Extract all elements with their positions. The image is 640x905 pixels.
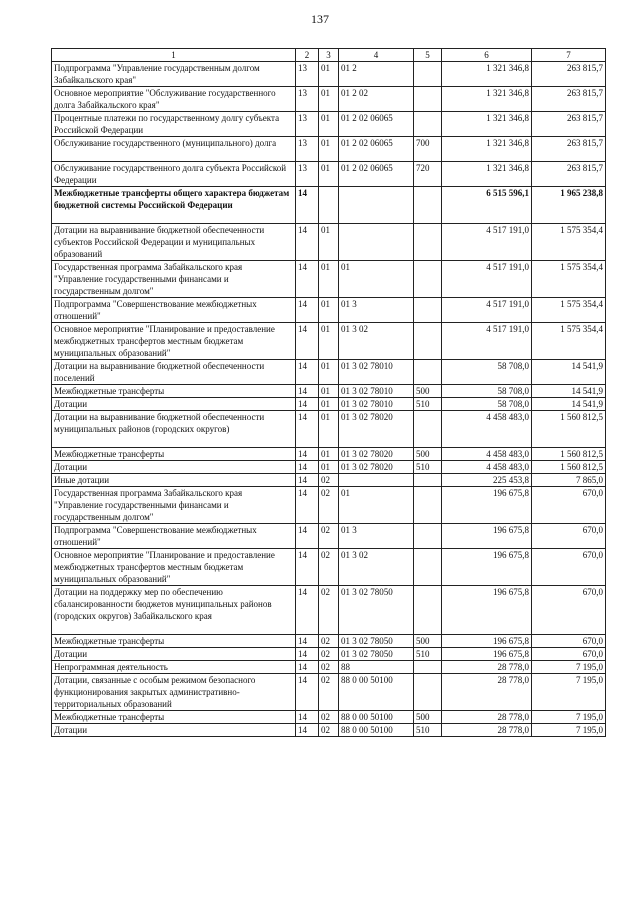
row-section-cell: 14 [296,411,319,448]
row-amount-cell: 4 517 191,0 [442,323,532,360]
row-expense-type-cell: 500 [414,635,442,648]
row-amount-cell: 1 575 354,4 [532,261,606,298]
row-subsection-cell: 02 [319,487,339,524]
row-section-cell: 13 [296,162,319,187]
row-expense-type-cell [414,674,442,711]
row-section-cell: 14 [296,648,319,661]
row-amount-cell: 14 541,9 [532,385,606,398]
row-name-cell: Процентные платежи по государственному долгу субъекта Российской Федерации [52,112,296,137]
row-name-cell: Дотации [52,648,296,661]
row-expense-type-cell [414,586,442,635]
row-name-cell: Государственная программа Забайкальского края "Управление государственными финансами и государственным долгом" [52,487,296,524]
row-amount-cell: 1 965 238,8 [532,187,606,224]
row-section-cell: 13 [296,87,319,112]
row-subsection-cell [319,187,339,224]
row-amount-cell: 4 517 191,0 [442,261,532,298]
table-body [52,62,606,737]
row-target-code-cell: 88 0 00 50100 [339,724,414,737]
table-row [52,298,606,323]
row-section-cell: 14 [296,385,319,398]
row-target-code-cell: 01 3 02 78050 [339,648,414,661]
row-section-cell: 14 [296,398,319,411]
row-amount-cell: 1 321 346,8 [442,112,532,137]
row-name-cell: Дотации [52,398,296,411]
row-target-code-cell: 01 2 02 06065 [339,137,414,162]
row-amount-cell: 14 541,9 [532,360,606,385]
row-amount-cell: 196 675,8 [442,586,532,635]
row-name-cell: Иные дотации [52,474,296,487]
row-amount-cell: 28 778,0 [442,661,532,674]
row-name-cell: Подпрограмма "Совершенствование межбюджетных отношений" [52,524,296,549]
row-expense-type-cell [414,549,442,586]
row-amount-cell: 196 675,8 [442,487,532,524]
table-row [52,323,606,360]
table-row [52,586,606,635]
row-amount-cell: 670,0 [532,586,606,635]
row-amount-cell: 6 515 596,1 [442,187,532,224]
table-row [52,711,606,724]
row-section-cell: 14 [296,724,319,737]
table-row [52,549,606,586]
table-row [52,648,606,661]
column-header: 2 [296,49,319,62]
row-section-cell: 14 [296,586,319,635]
row-amount-cell: 14 541,9 [532,398,606,411]
row-amount-cell: 1 575 354,4 [532,298,606,323]
row-subsection-cell: 02 [319,674,339,711]
row-subsection-cell: 01 [319,448,339,461]
table-row [52,137,606,162]
table-row [52,360,606,385]
row-target-code-cell: 01 3 [339,524,414,549]
row-section-cell: 14 [296,674,319,711]
row-section-cell: 14 [296,635,319,648]
table-row [52,224,606,261]
row-amount-cell: 670,0 [532,648,606,661]
row-subsection-cell: 01 [319,261,339,298]
page-number: 137 [311,12,329,26]
row-name-cell: Межбюджетные трансферты [52,711,296,724]
row-amount-cell: 4 458 483,0 [442,461,532,474]
row-name-cell: Обслуживание государственного долга субъекта Российской Федерации [52,162,296,187]
row-expense-type-cell [414,261,442,298]
row-name-cell: Подпрограмма "Управление государственным долгом Забайкальского края" [52,62,296,87]
row-amount-cell: 7 195,0 [532,711,606,724]
row-amount-cell: 1 321 346,8 [442,87,532,112]
row-amount-cell: 28 778,0 [442,724,532,737]
column-header: 1 [52,49,296,62]
row-name-cell: Государственная программа Забайкальского края "Управление государственными финансами и государственным долгом" [52,261,296,298]
row-amount-cell: 1 575 354,4 [532,323,606,360]
row-target-code-cell: 88 0 00 50100 [339,674,414,711]
row-amount-cell: 7 195,0 [532,661,606,674]
row-target-code-cell: 88 0 00 50100 [339,711,414,724]
row-subsection-cell: 02 [319,474,339,487]
row-expense-type-cell: 500 [414,448,442,461]
column-header: 3 [319,49,339,62]
row-section-cell: 14 [296,360,319,385]
row-target-code-cell: 01 [339,487,414,524]
table-row [52,385,606,398]
row-target-code-cell [339,187,414,224]
row-name-cell: Межбюджетные трансферты [52,635,296,648]
table-row [52,487,606,524]
row-amount-cell: 670,0 [532,635,606,648]
table-row [52,461,606,474]
row-expense-type-cell [414,487,442,524]
table-row [52,474,606,487]
row-section-cell: 13 [296,112,319,137]
row-name-cell: Дотации на выравнивание бюджетной обеспеченности муниципальных районов (городских округов) [52,411,296,448]
row-expense-type-cell: 500 [414,385,442,398]
table-row [52,661,606,674]
row-amount-cell: 4 517 191,0 [442,224,532,261]
row-section-cell: 14 [296,524,319,549]
row-amount-cell: 58 708,0 [442,360,532,385]
row-expense-type-cell [414,62,442,87]
row-amount-cell: 196 675,8 [442,549,532,586]
row-amount-cell: 7 195,0 [532,674,606,711]
row-target-code-cell: 01 2 02 06065 [339,162,414,187]
row-amount-cell: 1 321 346,8 [442,137,532,162]
row-amount-cell: 263 815,7 [532,62,606,87]
row-amount-cell: 670,0 [532,487,606,524]
row-expense-type-cell: 510 [414,724,442,737]
row-name-cell: Межбюджетные трансферты [52,385,296,398]
row-expense-type-cell: 700 [414,137,442,162]
row-target-code-cell: 01 3 02 78010 [339,360,414,385]
row-subsection-cell: 01 [319,411,339,448]
row-expense-type-cell: 720 [414,162,442,187]
table-row [52,112,606,137]
row-name-cell: Непрограммная деятельность [52,661,296,674]
table-row [52,724,606,737]
row-target-code-cell: 01 3 02 78020 [339,448,414,461]
row-amount-cell: 1 560 812,5 [532,461,606,474]
row-expense-type-cell [414,87,442,112]
budget-table [51,48,606,737]
row-subsection-cell: 01 [319,323,339,360]
row-expense-type-cell [414,112,442,137]
row-section-cell: 14 [296,487,319,524]
column-header: 7 [532,49,606,62]
row-target-code-cell: 01 [339,261,414,298]
row-amount-cell: 1 575 354,4 [532,224,606,261]
row-section-cell: 13 [296,137,319,162]
row-subsection-cell: 02 [319,724,339,737]
row-expense-type-cell [414,524,442,549]
table-row [52,398,606,411]
row-target-code-cell [339,474,414,487]
row-target-code-cell: 88 [339,661,414,674]
row-amount-cell: 263 815,7 [532,137,606,162]
row-amount-cell: 4 517 191,0 [442,298,532,323]
row-subsection-cell: 01 [319,298,339,323]
row-subsection-cell: 02 [319,586,339,635]
row-amount-cell: 1 321 346,8 [442,62,532,87]
row-subsection-cell: 01 [319,461,339,474]
row-expense-type-cell [414,224,442,261]
table-row [52,162,606,187]
row-expense-type-cell [414,187,442,224]
row-amount-cell: 1 560 812,5 [532,411,606,448]
row-name-cell: Дотации на выравнивание бюджетной обеспеченности поселений [52,360,296,385]
row-target-code-cell: 01 3 02 78020 [339,411,414,448]
row-name-cell: Подпрограмма "Совершенствование межбюджетных отношений" [52,298,296,323]
row-section-cell: 13 [296,62,319,87]
row-amount-cell: 7 195,0 [532,724,606,737]
row-section-cell: 14 [296,224,319,261]
row-amount-cell: 58 708,0 [442,398,532,411]
row-section-cell: 14 [296,461,319,474]
row-name-cell: Межбюджетные трансферты [52,448,296,461]
table-row [52,411,606,448]
row-amount-cell: 225 453,8 [442,474,532,487]
row-section-cell: 14 [296,323,319,360]
row-target-code-cell: 01 3 02 78050 [339,635,414,648]
row-name-cell: Основное мероприятие "Планирование и предоставление межбюджетных трансфертов местным бюджетам муниципальных образований" [52,323,296,360]
row-section-cell: 14 [296,448,319,461]
row-subsection-cell: 01 [319,360,339,385]
row-subsection-cell: 02 [319,661,339,674]
row-section-cell: 14 [296,711,319,724]
row-amount-cell: 28 778,0 [442,674,532,711]
row-subsection-cell: 01 [319,112,339,137]
row-amount-cell: 28 778,0 [442,711,532,724]
row-expense-type-cell: 510 [414,398,442,411]
row-amount-cell: 1 560 812,5 [532,448,606,461]
row-subsection-cell: 02 [319,524,339,549]
header-row [52,49,606,62]
table-row [52,674,606,711]
row-target-code-cell: 01 3 02 [339,323,414,360]
row-target-code-cell: 01 3 02 78050 [339,586,414,635]
row-section-cell: 14 [296,549,319,586]
row-target-code-cell: 01 3 02 78010 [339,398,414,411]
row-name-cell: Основное мероприятие "Планирование и предоставление межбюджетных трансфертов местным бюджетам муниципальных образований" [52,549,296,586]
row-name-cell: Дотации на выравнивание бюджетной обеспеченности субъектов Российской Федерации и муниципальных образований [52,224,296,261]
row-subsection-cell: 02 [319,635,339,648]
row-section-cell: 14 [296,661,319,674]
row-amount-cell: 263 815,7 [532,112,606,137]
row-name-cell: Дотации [52,724,296,737]
row-expense-type-cell [414,298,442,323]
row-target-code-cell: 01 2 02 [339,87,414,112]
row-name-cell: Межбюджетные трансферты общего характера бюджетам бюджетной системы Российской Федерации [52,187,296,224]
row-amount-cell: 4 458 483,0 [442,411,532,448]
row-section-cell: 14 [296,261,319,298]
row-expense-type-cell [414,323,442,360]
row-amount-cell: 196 675,8 [442,524,532,549]
column-header: 6 [442,49,532,62]
row-name-cell: Дотации [52,461,296,474]
row-subsection-cell: 01 [319,224,339,261]
row-target-code-cell [339,224,414,261]
row-target-code-cell: 01 2 [339,62,414,87]
row-amount-cell: 58 708,0 [442,385,532,398]
row-amount-cell: 7 865,0 [532,474,606,487]
row-target-code-cell: 01 2 02 06065 [339,112,414,137]
row-target-code-cell: 01 3 02 78020 [339,461,414,474]
row-amount-cell: 196 675,8 [442,635,532,648]
row-section-cell: 14 [296,474,319,487]
row-subsection-cell: 01 [319,162,339,187]
table-row [52,448,606,461]
row-subsection-cell: 01 [319,137,339,162]
row-section-cell: 14 [296,298,319,323]
table-row [52,187,606,224]
row-expense-type-cell [414,474,442,487]
column-header: 5 [414,49,442,62]
row-expense-type-cell [414,661,442,674]
row-amount-cell: 196 675,8 [442,648,532,661]
row-subsection-cell: 02 [319,648,339,661]
table-row [52,62,606,87]
table-row [52,524,606,549]
row-expense-type-cell: 510 [414,648,442,661]
row-subsection-cell: 01 [319,385,339,398]
row-name-cell: Основное мероприятие "Обслуживание государственного долга Забайкальского края" [52,87,296,112]
row-name-cell: Дотации, связанные с особым режимом безопасного функционирования закрытых административно-территориальных образований [52,674,296,711]
row-expense-type-cell [414,411,442,448]
row-name-cell: Дотации на поддержку мер по обеспечению сбалансированности бюджетов муниципальных районов (городских округов) Забайкальского края [52,586,296,635]
table-row [52,635,606,648]
row-amount-cell: 4 458 483,0 [442,448,532,461]
table-row [52,87,606,112]
row-amount-cell: 670,0 [532,524,606,549]
row-subsection-cell: 01 [319,398,339,411]
column-header: 4 [339,49,414,62]
row-expense-type-cell: 510 [414,461,442,474]
row-subsection-cell: 02 [319,711,339,724]
row-name-cell: Обслуживание государственного (муниципального) долга [52,137,296,162]
row-amount-cell: 263 815,7 [532,87,606,112]
row-expense-type-cell: 500 [414,711,442,724]
row-subsection-cell: 01 [319,62,339,87]
row-amount-cell: 1 321 346,8 [442,162,532,187]
row-target-code-cell: 01 3 02 [339,549,414,586]
row-target-code-cell: 01 3 [339,298,414,323]
row-target-code-cell: 01 3 02 78010 [339,385,414,398]
row-amount-cell: 670,0 [532,549,606,586]
table-row [52,261,606,298]
row-subsection-cell: 01 [319,87,339,112]
row-subsection-cell: 02 [319,549,339,586]
row-amount-cell: 263 815,7 [532,162,606,187]
row-section-cell: 14 [296,187,319,224]
row-expense-type-cell [414,360,442,385]
